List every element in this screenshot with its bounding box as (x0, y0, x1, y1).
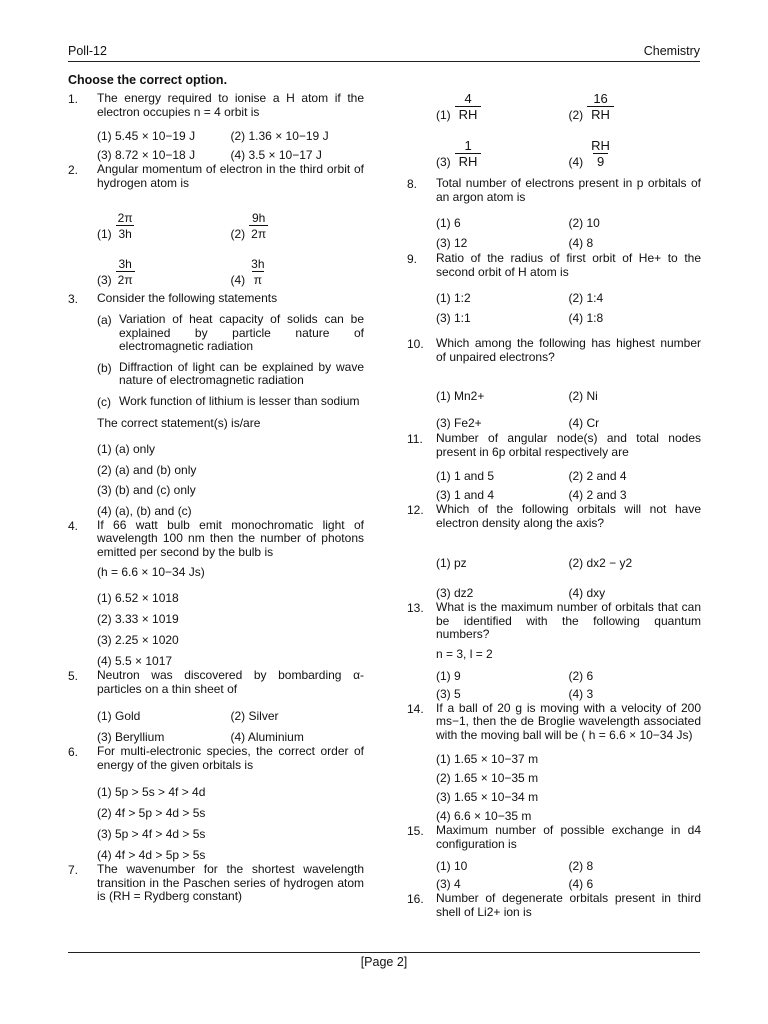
numerator: 3h (118, 257, 132, 271)
numerator: 4 (464, 91, 472, 106)
statement-label: (c) (97, 394, 111, 409)
option[interactable]: (3) 2.25 × 1020 (97, 633, 179, 647)
question-13 (407, 601, 701, 642)
option[interactable]: (3) 5p > 4f > 4d > 5s (97, 827, 206, 841)
option[interactable]: (4) dxy (568, 586, 606, 600)
option[interactable]: (2) 1.36 × 10−19 J (230, 129, 329, 143)
denominator: 2π (117, 273, 133, 287)
option[interactable]: (2) 8 (568, 859, 594, 873)
option[interactable]: (3) (b) and (c) only (97, 483, 196, 497)
option[interactable]: (3) Beryllium (97, 730, 165, 744)
denominator: RH (455, 106, 482, 122)
option[interactable]: (2) 1.65 × 10−35 m (436, 771, 539, 785)
option[interactable]: (4) 8 (568, 236, 594, 250)
option[interactable]: (2) dx2 − y2 (568, 556, 633, 570)
numerator: 1 (464, 138, 472, 153)
question-text: What is the maximum number of orbitals that can be identified with the following quantum numbers? (436, 600, 701, 641)
question-number: 15. (407, 824, 424, 838)
option[interactable] (231, 241, 365, 287)
option[interactable]: (4) 6 (568, 877, 594, 891)
option[interactable] (569, 122, 702, 169)
numerator: 9h (251, 211, 266, 225)
question-number: 6. (68, 745, 79, 759)
statement-b (97, 361, 364, 388)
option[interactable]: (4) 1:8 (568, 311, 604, 325)
option[interactable]: (2) Ni (568, 389, 598, 403)
option[interactable] (97, 196, 231, 241)
option[interactable]: (3) 1 and 4 (436, 488, 495, 502)
header-subject-code: Poll-12 (68, 44, 107, 58)
option[interactable]: (4) 3 (568, 686, 594, 701)
question-2-options (97, 196, 364, 287)
fraction (455, 139, 482, 169)
option[interactable]: (3) 12 (436, 236, 468, 250)
left-column (68, 70, 364, 904)
question-number: 13. (407, 601, 424, 615)
question-6-options (97, 778, 364, 862)
option[interactable]: (4) Cr (568, 416, 600, 430)
question-text: Angular momentum of electron in the third orbit of hydrogen atom is (97, 162, 364, 190)
question-text: Maximum number of possible exchange in d4 configuration is (436, 823, 701, 851)
option[interactable]: (4) 6.6 × 10−35 m (436, 809, 532, 823)
option[interactable]: (1) 10 (436, 859, 468, 873)
option[interactable] (436, 75, 569, 122)
question-15-options (436, 855, 701, 891)
option[interactable] (569, 75, 702, 122)
option[interactable]: (4) 4f > 4d > 5p > 5s (97, 848, 206, 862)
question-number: 10. (407, 337, 424, 351)
option[interactable]: (2) 10 (568, 216, 600, 230)
option-label: (1) (97, 227, 112, 241)
page-number: [Page 2] (360, 955, 408, 969)
statement-label: (a) (97, 313, 112, 327)
question-11 (407, 432, 701, 459)
option[interactable]: (1) 5p > 5s > 4f > 4d (97, 785, 206, 799)
question-text: Consider the following statements (97, 291, 278, 305)
statement-text (119, 313, 364, 354)
fraction (587, 92, 614, 122)
question-14 (407, 702, 701, 743)
question-text: Total number of electrons present in p orbitals of an argon atom is (436, 176, 701, 204)
question-number: 8. (407, 177, 418, 191)
footer-rule (68, 952, 700, 953)
numerator: 3h (251, 257, 265, 271)
question-3-options (97, 436, 364, 518)
option[interactable]: (2) 4f > 5p > 4d > 5s (97, 806, 206, 820)
option[interactable]: (1) Mn2+ (436, 389, 485, 403)
question-number: 14. (407, 701, 424, 716)
question-8-options (436, 210, 701, 250)
question-number: 16. (407, 892, 424, 906)
instruction-heading: Choose the correct option. (68, 73, 228, 87)
denominator: RH (587, 106, 614, 122)
header-rule (68, 61, 700, 62)
denominator: 2π (251, 227, 267, 241)
option[interactable]: (3) 1:1 (436, 311, 471, 325)
option[interactable]: (3) dz2 (436, 586, 474, 600)
numerator: RH (591, 138, 610, 153)
given-quantum-numbers: n = 3, l = 2 (436, 646, 493, 661)
option[interactable]: (3) 8.72 × 10−18 J (97, 148, 196, 162)
question-2 (68, 163, 364, 190)
option[interactable]: (2) 2 and 4 (568, 469, 627, 483)
question-11-options (436, 464, 701, 502)
numerator: 16 (593, 91, 608, 106)
option[interactable]: (2) 3.33 × 1019 (97, 612, 179, 626)
question-stem: The correct statement(s) is/are (97, 415, 261, 430)
question-12 (407, 503, 701, 530)
question-5 (68, 669, 364, 696)
option-label: (3) (97, 273, 112, 287)
option[interactable] (436, 122, 569, 169)
option-label: (4) (230, 273, 246, 287)
option-label: (4) (568, 155, 584, 169)
question-16 (407, 892, 701, 919)
question-text: Which of the following orbitals will not have electron density along the axis? (436, 502, 701, 530)
statement-c (97, 395, 364, 409)
option[interactable]: (1) 1.65 × 10−37 m (436, 752, 539, 766)
option[interactable]: (1) 1:2 (436, 291, 471, 305)
question-12-options (436, 540, 701, 600)
option[interactable]: (3) 1.65 × 10−34 m (436, 790, 539, 804)
question-text: The energy required to ionise a H atom if the electron occupies n = 4 orbit is (97, 91, 364, 119)
question-8 (407, 177, 701, 204)
question-text: Number of degenerate orbitals present in third shell of Li2+ ion is (436, 891, 701, 919)
question-number: 9. (407, 252, 418, 266)
option[interactable]: (1) 5.45 × 10−19 J (97, 129, 196, 143)
numerator: 2π (117, 211, 133, 225)
option[interactable]: (1) 6 (436, 216, 461, 230)
question-number: 12. (407, 503, 424, 517)
question-text: Neutron was discovered by bombarding α-particles on a thin sheet of (97, 668, 364, 696)
right-column (407, 70, 701, 919)
question-number: 2. (68, 163, 79, 177)
question-9-options (436, 285, 701, 325)
question-10 (407, 337, 701, 364)
fraction (587, 139, 614, 169)
option[interactable]: (2) Silver (230, 709, 279, 723)
denominator: RH (455, 153, 482, 169)
fraction (249, 211, 268, 241)
fraction (116, 211, 135, 241)
option-label: (2) (568, 108, 584, 122)
option[interactable]: (4) 5.5 × 1017 (97, 654, 173, 668)
statement-text: Work function of lithium is lesser than sodium (119, 393, 360, 408)
statement-label: (b) (97, 360, 112, 375)
option[interactable]: (1) (a) only (97, 442, 156, 456)
option-label: (1) (436, 108, 451, 122)
option[interactable]: (3) Fe2+ (436, 416, 482, 430)
question-14-options (436, 747, 701, 823)
denominator: 3h (118, 227, 132, 241)
question-4 (68, 519, 364, 560)
question-text: If 66 watt bulb emit monochromatic light of wavelength 100 nm then the number of photons emitted per second by the bulb is (97, 517, 364, 559)
option[interactable]: (1) pz (436, 556, 467, 570)
option[interactable]: (4) Aluminium (230, 730, 304, 744)
question-6 (68, 745, 364, 772)
question-text: Ratio of the radius of first orbit of He+ to the second orbit of H atom is (436, 251, 701, 279)
question-text: If a ball of 20 g is moving with a velocity of 200 ms−1, then the de Broglie wavelength associated with the moving ball will be ( h = 6.6 × 10−34 Js) (436, 700, 701, 742)
question-15 (407, 824, 701, 851)
question-number: 11. (407, 432, 423, 446)
statement-text: Diffraction of light can be explained by wave nature of electromagnetic radiation (119, 359, 364, 387)
option[interactable]: (4) 2 and 3 (568, 488, 627, 502)
option[interactable]: (1) 1 and 5 (436, 469, 495, 483)
question-5-options (97, 702, 364, 744)
option[interactable]: (1) 6.52 × 1018 (97, 591, 179, 605)
question-3 (68, 292, 364, 306)
question-number: 5. (68, 669, 79, 683)
question-number: 3. (68, 292, 79, 306)
fraction (116, 257, 135, 287)
question-7 (68, 863, 364, 904)
option[interactable] (231, 196, 365, 241)
question-13-options (436, 665, 701, 701)
option[interactable]: (1) 9 (436, 668, 461, 683)
question-text: The wavenumber for the shortest wavelength transition in the Paschen series of hydrogen atom is (RH = Rydberg constant) (97, 862, 364, 903)
given-constant: (h = 6.6 × 10−34 Js) (97, 565, 205, 579)
option[interactable]: (4) 3.5 × 10−17 J (230, 148, 322, 162)
question-4-options (97, 584, 364, 668)
option[interactable]: (2) 6 (568, 668, 594, 683)
question-text: For multi-electronic species, the correct order of energy of the given orbitals is (97, 744, 364, 772)
question-text: Which among the following has highest number of unpaired electrons? (436, 336, 701, 364)
option[interactable]: (2) 1:4 (568, 291, 604, 305)
option[interactable]: (4) (a), (b) and (c) (97, 503, 192, 518)
question-number: 1. (68, 92, 79, 106)
denominator: π (253, 273, 262, 287)
header-subject: Chemistry (643, 44, 700, 58)
question-9 (407, 252, 701, 279)
statement-a (97, 313, 364, 354)
question-text: Number of angular node(s) and total nodes present in 6p orbital respectively are (436, 431, 701, 459)
question-number: 7. (68, 863, 79, 877)
option[interactable]: (3) 5 (436, 686, 461, 701)
question-1 (68, 92, 364, 119)
statement-a-text: Variation of heat capacity of solids can be explained by particle nature of electromagnetic radiation (119, 312, 364, 353)
option[interactable]: (3) 4 (436, 877, 461, 891)
question-10-options (436, 376, 701, 430)
option[interactable] (97, 241, 231, 287)
question-number: 4. (68, 518, 79, 533)
fraction (455, 92, 482, 122)
question-1-options (97, 124, 364, 162)
option[interactable]: (2) (a) and (b) only (97, 462, 197, 477)
question-7-options (436, 75, 701, 169)
option-label: (3) (436, 155, 451, 169)
option[interactable]: (1) Gold (97, 709, 141, 723)
denominator: 9 (593, 153, 608, 169)
option-label: (2) (230, 227, 246, 241)
fraction (249, 257, 266, 287)
